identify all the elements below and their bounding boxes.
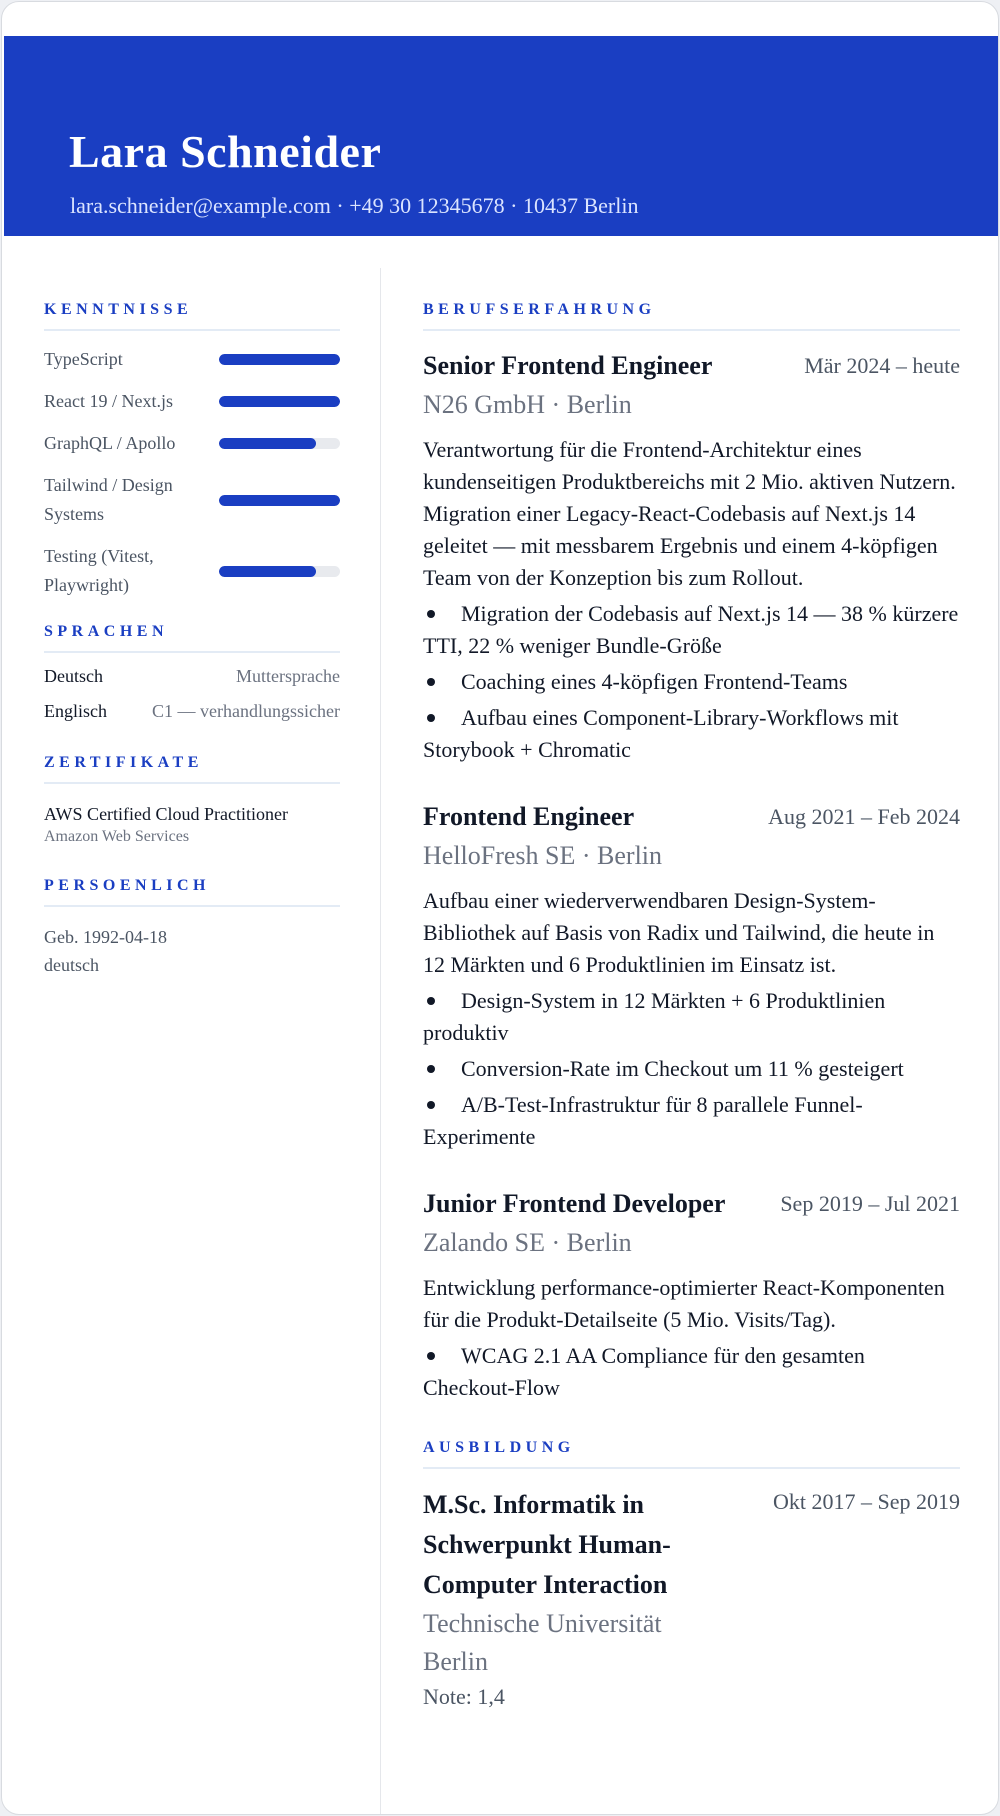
job-date: Mär 2024 – heute: [804, 353, 960, 378]
skills-heading: KENNTNISSE: [44, 300, 340, 331]
skill-bar: [219, 396, 340, 407]
certificate-name: AWS Certified Cloud Practitioner: [44, 804, 289, 824]
job-entry: [423, 800, 960, 1153]
school-name: Technische Universität Berlin: [423, 1609, 662, 1676]
job-bullet: [423, 1089, 960, 1153]
skill-label: Testing (Vitest, Playwright): [44, 546, 154, 595]
certificates-heading: ZERTIFIKATE: [44, 753, 340, 784]
resume-header: [4, 36, 999, 236]
birth-date: Geb. 1992-04-18: [44, 927, 167, 947]
skill-bar: [219, 438, 340, 449]
job-bullet: [423, 666, 960, 698]
skill-bar: [219, 354, 340, 365]
education-entry: [423, 1485, 960, 1713]
personal-heading: PERSOENLICH: [44, 876, 340, 907]
job-company: N26 GmbH · Berlin: [423, 390, 632, 419]
bullet-text: A/B-Test-Infrastruktur für 8 parallele Funnel-Experimente: [423, 1092, 863, 1149]
experience-heading: BERUFSERFAHRUNG: [423, 300, 960, 331]
skill-item: [44, 387, 340, 416]
bullet-dot-icon: [427, 714, 435, 722]
job-bullet: [423, 985, 960, 1049]
bullet-dot-icon: [427, 1352, 435, 1360]
job-description: Aufbau einer wiederverwendbaren Design-System-Bibliothek auf Basis von Radix und Tailwind, die heute in 12 Märkten und 6 Produktlinien im Einsatz ist.: [423, 888, 935, 977]
job-bullet: [423, 598, 960, 662]
bullet-dot-icon: [427, 1065, 435, 1073]
column-divider: [380, 268, 381, 1815]
bullet-text: Coaching eines 4-köpfigen Frontend-Teams: [461, 669, 848, 694]
skill-bar-fill: [219, 354, 340, 365]
skill-item: [44, 471, 340, 529]
skill-item: [44, 345, 340, 374]
job-entry: [423, 349, 960, 766]
job-description: Entwicklung performance-optimierter React-Komponenten für die Produkt-Detailseite (5 Mio. Visits/Tag).: [423, 1275, 945, 1332]
skill-bar-fill: [219, 566, 316, 577]
skill-item: [44, 542, 340, 600]
sidebar: [44, 300, 340, 979]
skill-label: React 19 / Next.js: [44, 391, 173, 411]
job-date: Aug 2021 – Feb 2024: [768, 804, 960, 829]
skills-list: [44, 345, 340, 600]
job-title: Junior Frontend Developer: [423, 1189, 726, 1218]
bullet-text: Migration der Codebasis auf Next.js 14 — 38 % kürzere TTI, 22 % weniger Bundle-Größe: [423, 601, 959, 658]
skill-bar: [219, 495, 340, 506]
personal-info: [44, 923, 340, 979]
languages-list: [44, 664, 340, 723]
job-title: Frontend Engineer: [423, 802, 635, 831]
job-company: HelloFresh SE · Berlin: [423, 841, 663, 870]
education-heading: AUSBILDUNG: [423, 1438, 960, 1469]
bullet-text: Aufbau eines Component-Library-Workflows mit Storybook + Chromatic: [423, 705, 899, 762]
resume-card: [1, 1, 999, 1815]
grade: Note: 1,4: [423, 1684, 505, 1709]
main-column: [423, 300, 960, 1713]
contact-line: lara.schneider@example.com · +49 30 12345678 · 10437 Berlin: [70, 193, 639, 218]
degree-title: M.Sc. Informatik in Schwerpunkt Human-Computer Interaction: [423, 1490, 671, 1599]
job-bullet: [423, 1340, 960, 1404]
certificate-issuer: Amazon Web Services: [44, 828, 190, 845]
bullet-dot-icon: [427, 1101, 435, 1109]
skill-label: TypeScript: [44, 349, 123, 369]
job-company: Zalando SE · Berlin: [423, 1228, 632, 1257]
job-bullets: [423, 598, 960, 766]
skill-label: GraphQL / Apollo: [44, 433, 176, 453]
skill-item: [44, 429, 340, 458]
job-bullet: [423, 702, 960, 766]
job-bullet: [423, 1053, 960, 1085]
job-entry: [423, 1187, 960, 1404]
bullet-text: Design-System in 12 Märkten + 6 Produktlinien produktiv: [423, 988, 886, 1045]
language-name: Deutsch: [44, 666, 103, 686]
bullet-text: WCAG 2.1 AA Compliance für den gesamten Checkout-Flow: [423, 1343, 865, 1400]
languages-heading: SPRACHEN: [44, 622, 340, 653]
bullet-text: Conversion-Rate im Checkout um 11 % gesteigert: [461, 1056, 904, 1081]
job-bullets: [423, 1340, 960, 1404]
skill-bar-fill: [219, 438, 316, 449]
skill-bar-fill: [219, 495, 340, 506]
job-title: Senior Frontend Engineer: [423, 351, 713, 380]
bullet-dot-icon: [427, 997, 435, 1005]
job-date: Sep 2019 – Jul 2021: [780, 1191, 960, 1216]
job-bullets: [423, 985, 960, 1153]
skill-bar-fill: [219, 396, 340, 407]
candidate-name: Lara Schneider: [69, 126, 382, 177]
language-level: Muttersprache: [236, 666, 340, 686]
language-item: [44, 664, 340, 688]
bullet-dot-icon: [427, 610, 435, 618]
skill-label: Tailwind / Design Systems: [44, 475, 173, 524]
language-name: Englisch: [44, 701, 107, 721]
education-date: Okt 2017 – Sep 2019: [773, 1489, 960, 1514]
language-item: [44, 699, 340, 723]
job-description: Verantwortung für die Frontend-Architektur eines kundenseitigen Produktbereichs mit 2 Mio. aktiven Nutzern. Migration einer Legacy-React-Codebasis auf Next.js 14 geleitet — mit messbarem Ergebnis und einem 4-köpfigen Team von der Konzeption bis zum Rollout.: [423, 437, 956, 590]
skill-bar: [219, 566, 340, 577]
nationality: deutsch: [44, 955, 99, 975]
language-level: C1 — verhandlungssicher: [152, 701, 340, 721]
bullet-dot-icon: [427, 678, 435, 686]
